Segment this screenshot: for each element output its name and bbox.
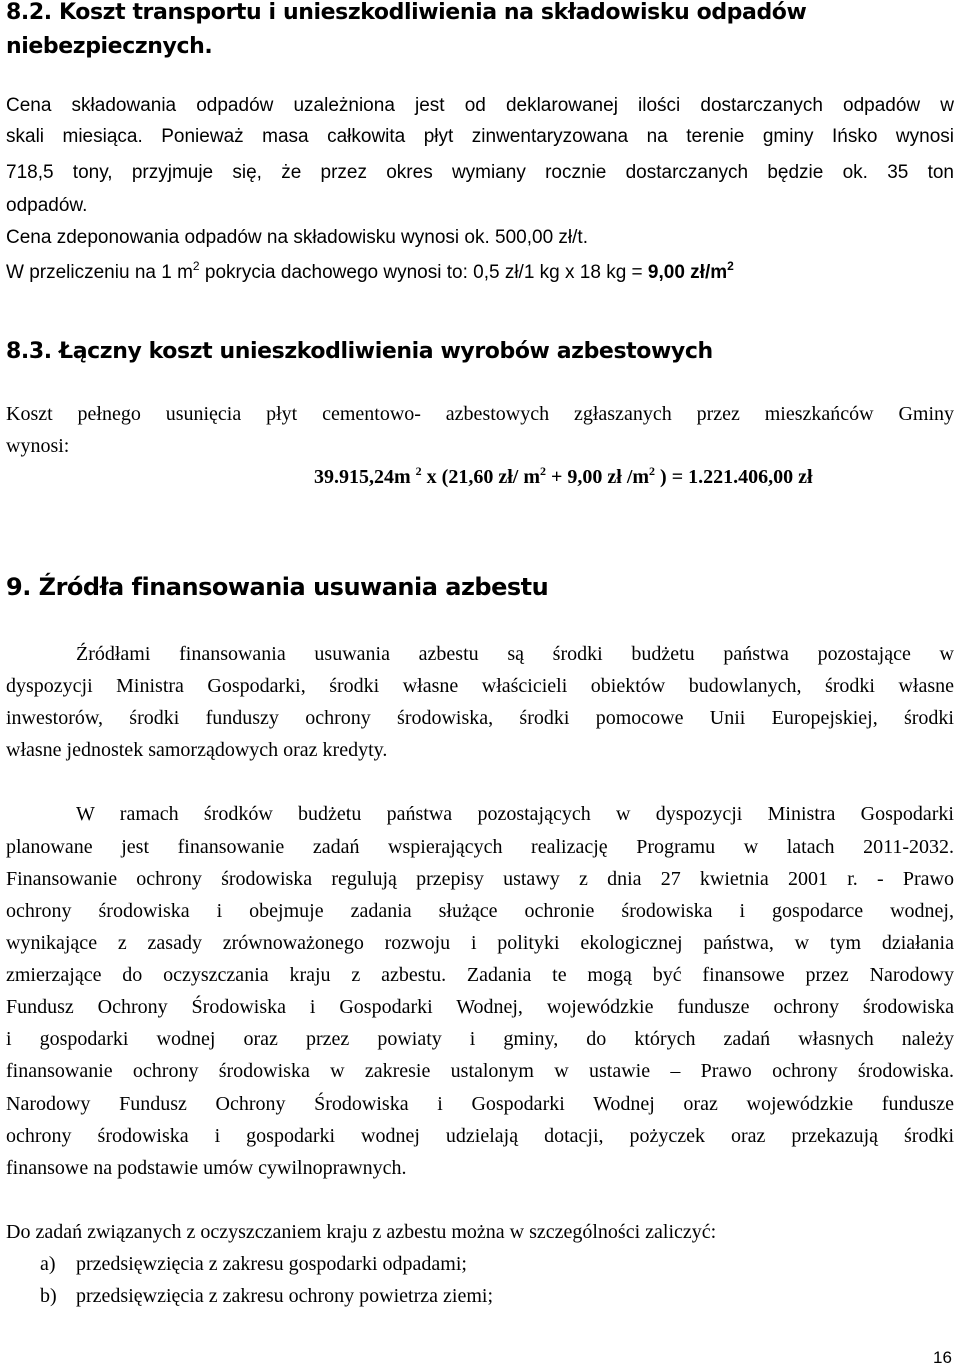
section-9-p2-line-11: ochrony środowiska i gospodarki wodnej udzielają dotacji, pożyczek oraz przekazują środki — [6, 1125, 954, 1147]
formula-part-4: ) = 1.221.406,00 zł — [655, 466, 813, 488]
list-item-b-text: przedsięwzięcia z zakresu ochrony powietrza ziemi; — [76, 1285, 494, 1307]
section-9-p2-line-8: i gospodarki wodnej oraz przez powiaty i gminy, do których zadań własnych należy — [6, 1028, 954, 1050]
section-8-2-line-4: odpadów. — [6, 195, 88, 216]
line-6-text-b: pokrycia dachowego wynosi to: 0,5 zł/1 kg x 18 kg = — [199, 262, 648, 283]
section-8-3-line-2: wynosi: — [6, 435, 70, 457]
section-9-p2-line-9: finansowanie ochrony środowiska w zakresie ustalonym w ustawie – Prawo ochrony środowiska. — [6, 1060, 954, 1082]
section-9-p2-line-6: zmierzające do oczyszczania kraju z azbestu. Zadania te mogą być finansowe przez Narodowy — [6, 964, 954, 986]
cost-formula — [314, 466, 813, 489]
section-9-p2-line-2: planowane jest finansowanie zadań wspierających realizację Programu w latach 2011-2032. — [6, 836, 954, 858]
list-item-b-marker: b) — [40, 1285, 57, 1307]
section-9-p2-line-12: finansowe na podstawie umów cywilnoprawnych. — [6, 1157, 407, 1179]
section-9-p1-line-1: Źródłami finansowania usuwania azbestu są środki budżetu państwa pozostające w — [76, 643, 954, 665]
line-6-text-a: W przeliczeniu na 1 m — [6, 262, 193, 283]
formula-part-1: 39.915,24m — [314, 466, 416, 488]
section-9-list-intro: Do zadań związanych z oczyszczaniem kraju z azbestu można w szczególności zaliczyć: — [6, 1221, 717, 1243]
section-8-2-heading-line-1: 8.2. Koszt transportu i unieszkodliwienia na składowisku odpadów — [6, 0, 807, 25]
section-8-2-heading-line-2: niebezpiecznych. — [6, 34, 213, 59]
formula-part-3: + 9,00 zł /m — [545, 466, 650, 488]
line-6-result-sup: 2 — [727, 259, 734, 273]
section-9-p1-line-4: własne jednostek samorządowych oraz kredyty. — [6, 739, 388, 761]
section-9-p2-line-10: Narodowy Fundusz Ochrony Środowiska i Gospodarki Wodnej oraz wojewódzkie fundusze — [6, 1093, 954, 1115]
list-item-a-marker: a) — [40, 1253, 56, 1275]
list-item-a-text: przedsięwzięcia z zakresu gospodarki odpadami; — [76, 1253, 467, 1275]
section-8-2-line-5: Cena zdeponowania odpadów na składowisku wynosi ok. 500,00 zł/t. — [6, 227, 588, 248]
section-9-p2-line-5: wynikające z zasady zrównoważonego rozwoju i polityki ekologicznej państwa, w tym działania — [6, 932, 954, 954]
formula-sup-1: 2 — [415, 464, 422, 478]
section-9-heading: 9. Źródła finansowania usuwania azbestu — [6, 573, 549, 601]
section-9-p2-line-4: ochrony środowiska i obejmuje zadania służące ochronie środowiska i gospodarce wodnej, — [6, 900, 954, 922]
formula-sup-2: 2 — [539, 464, 546, 478]
section-8-3-heading: 8.3. Łączny koszt unieszkodliwienia wyrobów azbestowych — [6, 339, 713, 364]
section-8-3-line-1: Koszt pełnego usunięcia płyt cementowo- azbestowych zgłaszanych przez mieszkańców Gminy — [6, 403, 954, 425]
section-9-p2-line-1: W ramach środków budżetu państwa pozostających w dyspozycji Ministra Gospodarki — [76, 803, 954, 825]
formula-part-2: x (21,60 zł/ m — [421, 466, 540, 488]
section-9-p1-line-2: dyspozycji Ministra Gospodarki, środki własne właścicieli obiektów budowlanych, środki własne — [6, 675, 954, 697]
page-number: 16 — [933, 1348, 952, 1367]
formula-sup-3: 2 — [649, 464, 656, 478]
section-9-p2-line-3: Finansowanie ochrony środowiska regulują przepisy ustawy z dnia 27 kwietnia 2001 r. - Prawo — [6, 868, 954, 890]
section-9-p1-line-3: inwestorów, środki funduszy ochrony środowiska, środki pomocowe Unii Europejskiej, środki — [6, 707, 954, 729]
line-6-result: 9,00 zł/m — [647, 262, 728, 283]
section-8-2-line-6 — [6, 259, 734, 284]
section-8-2-line-2: skali miesiąca. Ponieważ masa całkowita płyt zinwentaryzowana na terenie gminy Ińsko wynosi — [6, 126, 954, 147]
section-9-p2-line-7: Fundusz Ochrony Środowiska i Gospodarki Wodnej, wojewódzkie fundusze ochrony środowiska — [6, 996, 954, 1018]
line-6-sup: 2 — [192, 259, 200, 273]
section-8-2-line-1: Cena składowania odpadów uzależniona jest od deklarowanej ilości dostarczanych odpadów w — [6, 95, 954, 116]
section-8-2-line-3: 718,5 tony, przyjmuje się, że przez okres wymiany rocznie dostarczanych będzie ok. 35 ton — [6, 162, 954, 183]
